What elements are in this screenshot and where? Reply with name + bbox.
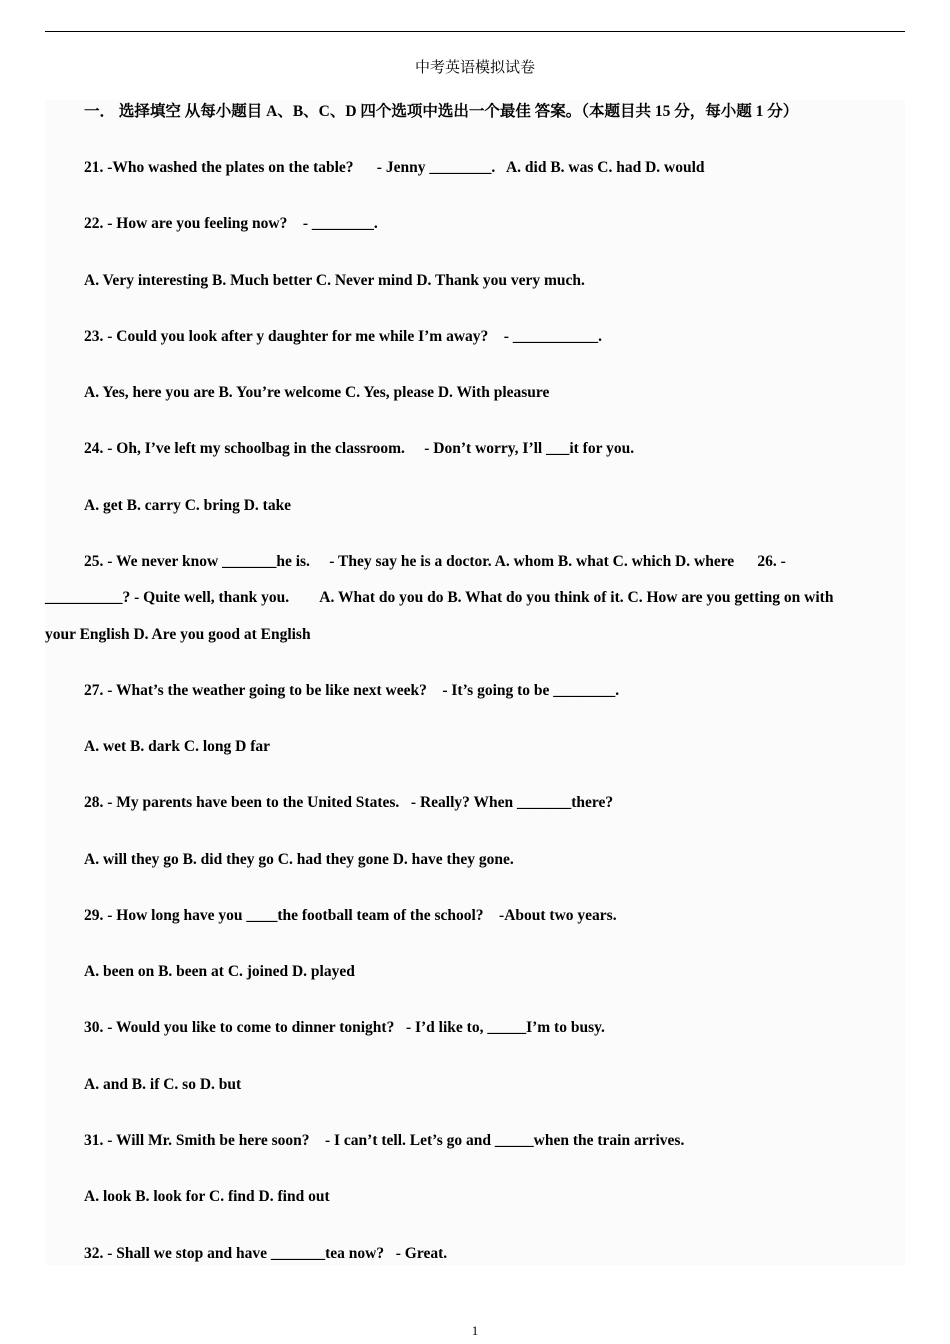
question-24: 24. - Oh, I’ve left my schoolbag in the classroom. - Don’t worry, I’ll ___it for you. [84,440,635,457]
question-23: 23. - Could you look after y daughter for me while I’m away? - ___________. [84,328,602,345]
question-29-options: A. been on B. been at C. joined D. played [84,963,355,980]
question-body [45,100,905,1265]
question-24-options: A. get B. carry C. bring D. take [84,497,292,514]
question-21: 21. -Who washed the plates on the table? - Jenny ________. A. did B. was C. had D. would [84,159,705,176]
question-31: 31. - Will Mr. Smith be here soon? - I can’t tell. Let’s go and _____when the train arrives. [84,1132,685,1149]
question-27-options: A. wet B. dark C. long D far [84,738,270,755]
question-30: 30. - Would you like to come to dinner tonight? - I’d like to, _____I’m to busy. [84,1019,605,1036]
question-25-26-line-2: __________? - Quite well, thank you. A. What do you do B. What do you think of it. C. How are you getting on with [45,589,834,606]
question-31-options: A. look B. look for C. find D. find out [84,1188,330,1205]
page-number: 1 [471,1323,479,1338]
question-25-26-line-1: 25. - We never know _______he is. - They say he is a doctor. A. whom B. what C. which D. where 26. - [84,553,786,570]
question-32: 32. - Shall we stop and have _______tea now? - Great. [84,1245,448,1262]
question-22: 22. - How are you feeling now? - ________. [84,215,378,232]
question-28: 28. - My parents have been to the United States. - Really? When _______there? [84,794,614,811]
question-30-options: A. and B. if C. so D. but [84,1076,242,1093]
question-29: 29. - How long have you ____the football team of the school? -About two years. [84,907,617,924]
question-27: 27. - What’s the weather going to be like next week? - It’s going to be ________. [84,682,620,699]
question-25-26-line-3: your English D. Are you good at English [45,626,311,643]
question-22-options: A. Very interesting B. Much better C. Never mind D. Thank you very much. [84,272,585,289]
header-rule [45,31,905,32]
question-23-options: A. Yes, here you are B. You’re welcome C. Yes, please D. With pleasure [84,384,550,401]
document-title: 中考英语模拟试卷 [414,60,535,76]
question-28-options: A. will they go B. did they go C. had they gone D. have they gone. [84,851,514,868]
section-heading: 一． 选择填空 从每小题目 A、B、C、D 四个选项中选出一个最佳 答案。（本题目共 15 分，每小题 1 分） [84,103,799,120]
